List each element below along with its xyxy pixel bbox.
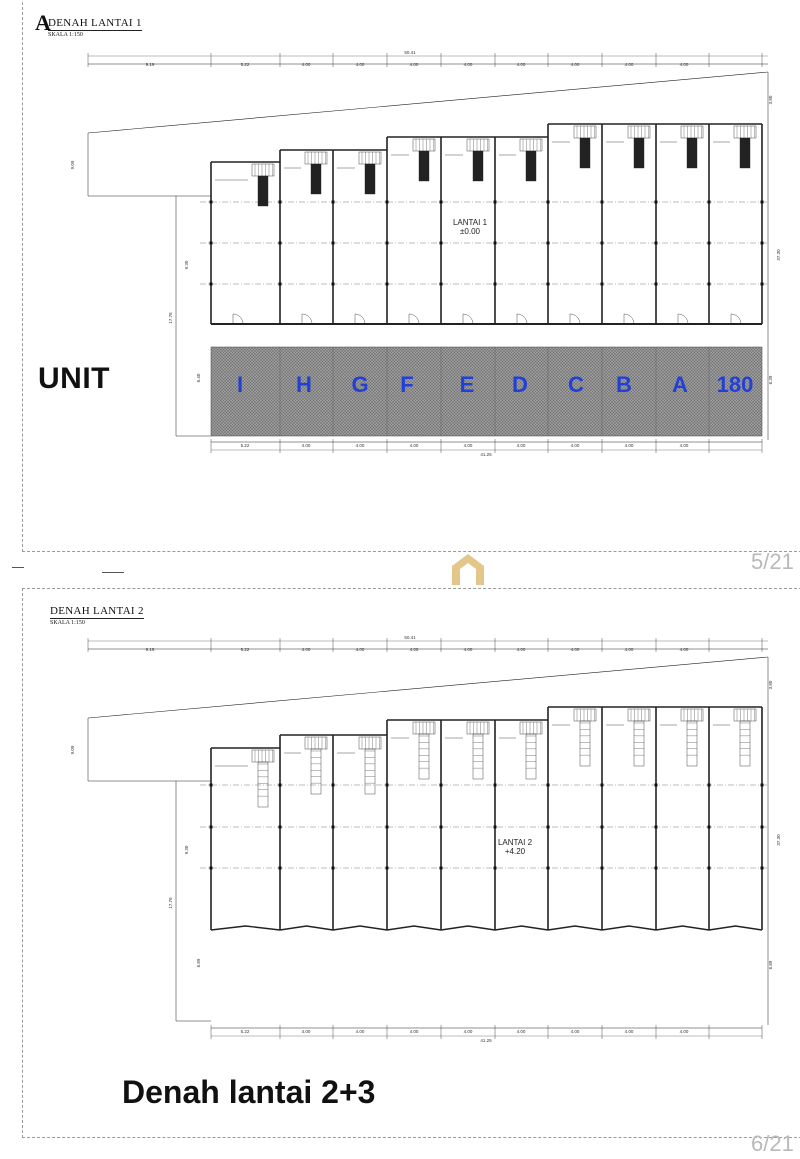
- dimension-label: 4.00: [409, 443, 419, 448]
- dimension-label: 4.00: [570, 62, 580, 67]
- column: [279, 784, 282, 787]
- column: [279, 867, 282, 870]
- stair-landing: [734, 709, 756, 721]
- stair-landing: [520, 722, 542, 734]
- stair-landing: [467, 722, 489, 734]
- column: [547, 867, 550, 870]
- stair-flight: [526, 734, 536, 779]
- stair-landing: [252, 750, 274, 762]
- staircase: [499, 722, 542, 779]
- dimension-label: 37.30: [776, 249, 781, 261]
- floor-level: +4.20: [504, 847, 526, 856]
- dimension-label: 4.00: [409, 647, 419, 652]
- dimension-label: 50.41: [404, 635, 416, 640]
- unit-letter: H: [296, 372, 312, 397]
- dimension-label: 4.00: [301, 443, 311, 448]
- dimension-label: 9.19: [145, 647, 155, 652]
- dimension-label: 4.00: [355, 1029, 365, 1034]
- column: [601, 826, 604, 829]
- floor-level: ±0.00: [460, 227, 480, 236]
- column: [386, 826, 389, 829]
- front-wall: [280, 926, 333, 930]
- dimension-label: 4.00: [463, 443, 473, 448]
- dimension-label: 4.00: [570, 443, 580, 448]
- dimension-label: 5.22: [240, 443, 250, 448]
- staircase: [606, 709, 650, 766]
- dimension-label: 37.30: [776, 834, 781, 846]
- dimension-label: 4.00: [409, 1029, 419, 1034]
- column: [708, 867, 711, 870]
- front-wall: [333, 926, 387, 930]
- dimension-label: 17.76: [168, 312, 173, 324]
- dimension-label: 50.41: [404, 50, 416, 55]
- plan-scale: SKALA 1:150: [50, 620, 85, 626]
- unit-letter: G: [351, 372, 369, 397]
- dimension-label: 4.00: [516, 1029, 526, 1034]
- dimension-label: 6.40: [196, 373, 201, 383]
- stair-flight: [687, 721, 697, 766]
- front-wall: [709, 926, 762, 930]
- column: [655, 867, 658, 870]
- plan-scale: SKALA 1:150: [48, 32, 83, 38]
- site-boundary-line: [88, 657, 768, 718]
- dimension-label: 4.00: [516, 62, 526, 67]
- column: [761, 826, 764, 829]
- column: [386, 784, 389, 787]
- dimension-label: 4.00: [463, 647, 473, 652]
- stair-flight: [634, 721, 644, 766]
- stair-landing: [359, 737, 381, 749]
- front-wall: [495, 926, 548, 930]
- unit-letter: B: [616, 372, 632, 397]
- column: [708, 826, 711, 829]
- dimension-label: 9.30: [184, 260, 189, 270]
- stair-landing: [681, 709, 703, 721]
- column: [332, 867, 335, 870]
- stair-flight: [473, 734, 483, 779]
- dimension-label: 5.22: [240, 62, 250, 67]
- column: [601, 784, 604, 787]
- dimension-label: 4.00: [355, 62, 365, 67]
- dimension-label: 4.00: [463, 62, 473, 67]
- floor-label: LANTAI 2: [497, 838, 533, 847]
- column: [547, 826, 550, 829]
- column: [494, 826, 497, 829]
- dimension-label: 4.00: [516, 443, 526, 448]
- dimension-label: 3.80: [768, 680, 773, 690]
- front-wall: [548, 926, 602, 930]
- column: [332, 784, 335, 787]
- column: [440, 826, 443, 829]
- stair-flight: [419, 734, 429, 779]
- page-number: 5/21: [751, 549, 794, 574]
- dimension-label: 4.00: [679, 647, 689, 652]
- dimension-label: 6.89: [768, 960, 773, 970]
- stair-flight: [365, 749, 375, 794]
- stair-landing: [305, 737, 327, 749]
- dimension-label: 9.09: [70, 160, 75, 170]
- staircase: [391, 722, 435, 779]
- staircase: [337, 737, 381, 794]
- column: [494, 867, 497, 870]
- column: [601, 867, 604, 870]
- dimension-label: 4.00: [624, 443, 634, 448]
- dimension-label: 4.00: [355, 647, 365, 652]
- page-number: 6/21: [751, 1131, 794, 1156]
- dimension-label: 4.00: [624, 647, 634, 652]
- plan-title: DENAH LANTAI 2: [50, 605, 144, 617]
- unit-letter: C: [568, 372, 584, 397]
- dimension-label: 4.00: [679, 62, 689, 67]
- column: [494, 784, 497, 787]
- caption: Denah lantai 2+3: [122, 1074, 376, 1110]
- stair-flight: [580, 721, 590, 766]
- column: [332, 826, 335, 829]
- unit-letter: D: [512, 372, 528, 397]
- dimension-label: 4.00: [679, 443, 689, 448]
- dimension-label: 4.00: [409, 62, 419, 67]
- front-wall: [211, 926, 280, 930]
- dimension-label: 9.30: [184, 845, 189, 855]
- dimension-label: 9.19: [145, 62, 155, 67]
- floor-label: LANTAI 1: [452, 218, 488, 227]
- unit-letter: E: [459, 372, 475, 397]
- column: [761, 784, 764, 787]
- unit-letter: F: [400, 372, 414, 397]
- column: [547, 784, 550, 787]
- dimension-label: 4.00: [624, 62, 634, 67]
- unit-letter: A: [672, 372, 688, 397]
- dimension-label: 4.00: [516, 647, 526, 652]
- dimension-label: 6.89: [196, 958, 201, 968]
- column: [440, 867, 443, 870]
- staircase: [660, 709, 703, 766]
- column: [210, 784, 213, 787]
- column: [440, 784, 443, 787]
- stair-flight: [258, 762, 268, 807]
- dimension-label: 5.22: [240, 1029, 250, 1034]
- dimension-label: 9.09: [70, 745, 75, 755]
- dimension-label: 41.25: [480, 452, 492, 457]
- column: [279, 826, 282, 829]
- unit-letter: 180: [716, 372, 754, 397]
- unit-heading: UNIT: [38, 362, 110, 395]
- column: [386, 867, 389, 870]
- dimension-label: 6.39: [768, 375, 773, 385]
- dimension-label: 4.00: [301, 62, 311, 67]
- dimension-label: 5.22: [240, 647, 250, 652]
- column: [655, 784, 658, 787]
- column: [210, 867, 213, 870]
- staircase: [445, 722, 489, 779]
- unit-letter: I: [236, 372, 244, 397]
- front-wall: [656, 926, 709, 930]
- dimension-label: 4.00: [570, 1029, 580, 1034]
- staircase: [284, 737, 327, 794]
- dimension-label: 4.00: [301, 1029, 311, 1034]
- front-wall: [441, 926, 495, 930]
- stair-landing: [628, 709, 650, 721]
- section-marker: A: [35, 10, 51, 35]
- staircase: [552, 709, 596, 766]
- front-wall: [387, 926, 441, 930]
- dimension-label: 4.00: [463, 1029, 473, 1034]
- dimension-label: 4.00: [624, 1029, 634, 1034]
- stair-landing: [413, 722, 435, 734]
- dimension-label: 4.00: [570, 647, 580, 652]
- staircase: [713, 709, 756, 766]
- dimension-label: 4.00: [301, 647, 311, 652]
- staircase: [215, 750, 274, 807]
- column: [655, 826, 658, 829]
- dimension-label: 17.76: [168, 897, 173, 909]
- column: [761, 867, 764, 870]
- stair-flight: [311, 749, 321, 794]
- plan-title: DENAH LANTAI 1: [48, 17, 142, 29]
- dimension-label: 4.00: [679, 1029, 689, 1034]
- stair-landing: [574, 709, 596, 721]
- dimension-label: 3.80: [768, 95, 773, 105]
- stair-flight: [740, 721, 750, 766]
- front-wall: [602, 926, 656, 930]
- dimension-label: 4.00: [355, 443, 365, 448]
- column: [708, 784, 711, 787]
- dimension-label: 41.25: [480, 1038, 492, 1043]
- column: [210, 826, 213, 829]
